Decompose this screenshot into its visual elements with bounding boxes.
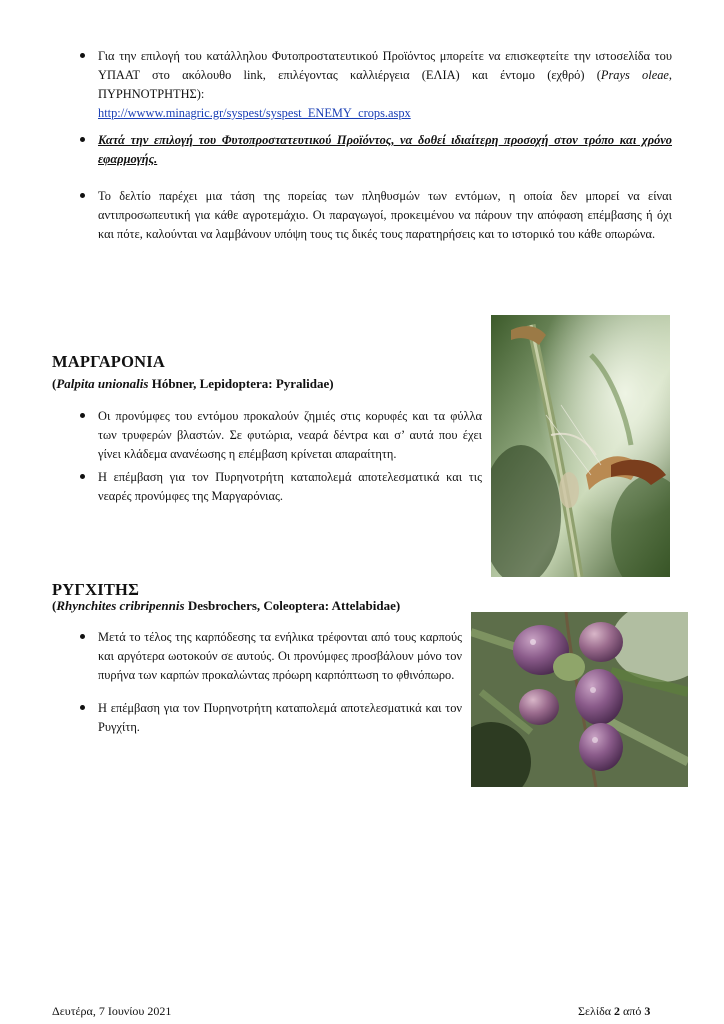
section-subtitle-margaronia — [52, 376, 492, 392]
photo-olives — [471, 612, 688, 787]
list-item — [56, 468, 482, 506]
page-mid: από — [620, 1004, 645, 1018]
section2-bullets — [56, 628, 462, 737]
section-title-rygchitis: ΡΥΓΧΙΤΗΣ — [52, 580, 140, 599]
subtitle-open: ( — [52, 598, 57, 613]
warning-text: Κατά την επιλογή του Φυτοπροστατευτικού Προϊόντος, να δοθεί ιδιαίτερη προσοχή στον τρόπο και χρόνο εφαρμογής. — [98, 133, 672, 166]
bullet-dot — [80, 53, 85, 58]
intro-text-1: Για την επιλογή του κατάλληλου Φυτοπροστατευτικού Προϊόντος μπορείτε να επισκεφτείτε την ιστοσελίδα του ΥΠΑΑΤ στο ακόλουθο link, επιλέγοντας καλλιέργεια (ΕΛΙΑ) και έντομο (εχθρό) ( — [98, 49, 672, 82]
intro-bullet-1 — [56, 47, 672, 123]
intro-bullet-3 — [56, 187, 672, 244]
bullet-dot — [80, 705, 85, 710]
bullet-dot — [80, 474, 85, 479]
section1-bullets — [56, 407, 482, 506]
intro-italic-species: Prays oleae — [600, 68, 669, 82]
intro-bullet-2 — [56, 131, 672, 169]
margaronia-photo — [491, 315, 670, 577]
page-prefix: Σελίδα — [578, 1004, 615, 1018]
syspest-link[interactable]: http://wwww.minagric.gr/syspest/syspest_ENEMY_crops.aspx — [98, 106, 411, 120]
footer-page-number — [578, 1004, 650, 1019]
list-item-text: Οι προνύμφες του εντόμου προκαλούν ζημιές στις κορυφές και τα φύλλα των τρυφερών βλαστών. Σε φυτώρια, νεαρά δέντρα και σ’ αυτά που έχει γίνει κλάδεμα ανανέωσης η επέμβαση κρίνεται απαραίτητη. — [98, 409, 482, 461]
species-name: Palpita unionalis — [56, 376, 149, 391]
list-item — [56, 628, 462, 685]
species-name: Rhynchites cribripennis — [56, 598, 185, 613]
section-subtitle-rygchitis — [52, 598, 472, 614]
subtitle-rest: Hóbner, Lepidoptera: Pyralidae) — [148, 376, 334, 391]
total-pages: 3 — [644, 1004, 651, 1018]
bullet-dot — [80, 634, 85, 639]
list-item-text: Η επέμβαση για τον Πυρηνοτρήτη καταπολεμά αποτελεσματικά και τις νεαρές προνύμφες της Μαργαρόνιας. — [98, 470, 482, 503]
olives-photo — [471, 612, 688, 787]
intro-text-1-end: , ΠΥΡΗΝΟΤΡΗΤΗΣ): — [98, 68, 672, 101]
list-item-text: Η επέμβαση για τον Πυρηνοτρήτη καταπολεμά αποτελεσματικά και τον Ρυγχίτη. — [98, 701, 462, 734]
bullet-dot — [80, 137, 85, 142]
photo-larva-shoot — [491, 315, 670, 577]
list-item-text: Μετά το τέλος της καρπόδεσης τα ενήλικα τρέφονται από τους καρπούς και αργότερα ωοτοκούν σε αυτούς. Οι προνύμφες προσβάλουν μόνο τον πυρήνα των καρπών προκαλώντας πρόωρη καρπόπτωση το φθινόπωρο. — [98, 630, 462, 682]
footer-date: Δευτέρα, 7 Ιουνίου 2021 — [52, 1004, 172, 1018]
bullet-dot — [80, 193, 85, 198]
list-item — [56, 699, 462, 737]
disclaimer-text: Το δελτίο παρέχει μια τάση της πορείας των πληθυσμών των εντόμων, η οποία δεν μπορεί να είναι αντιπροσωπευτική για κάθε αγροτεμάχιο. Οι παραγωγοί, προκειμένου να πάρουν την απόφαση επέμβασης ή όχι και πότε, καλούνται να λαμβάνουν υπόψη τους τις δικές τους παρατηρήσεις και το ιστορικό του κάθε οπωρώνα. — [98, 189, 672, 241]
subtitle-open: ( — [52, 376, 57, 391]
section-title-margaronia: ΜΑΡΓΑΡΟΝΙΑ — [52, 352, 165, 371]
current-page: 2 — [614, 1004, 621, 1018]
bullet-dot — [80, 413, 85, 418]
subtitle-rest: Desbrochers, Coleoptera: Attelabidae) — [184, 598, 401, 613]
list-item — [56, 407, 482, 464]
